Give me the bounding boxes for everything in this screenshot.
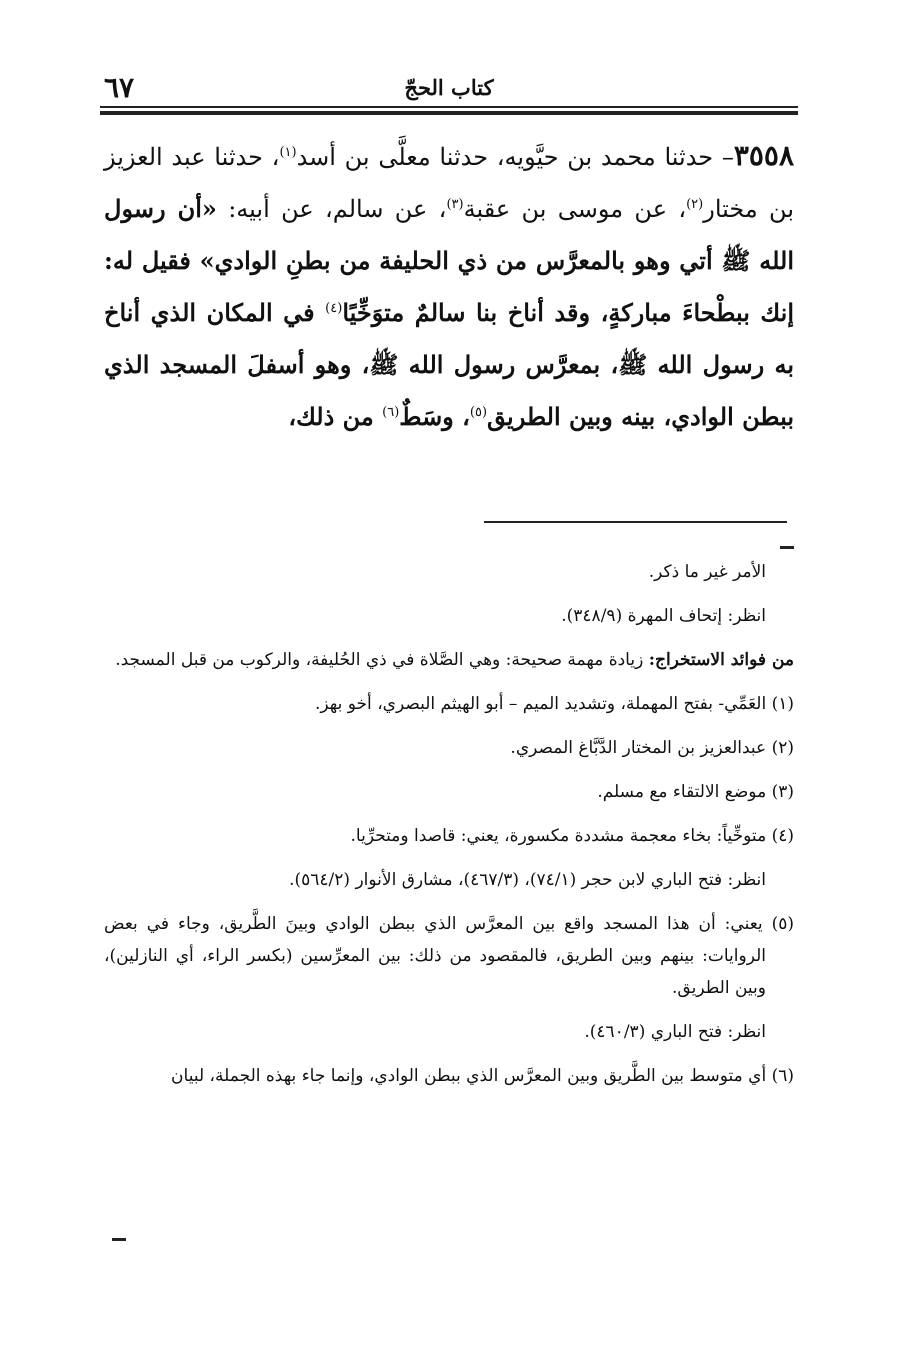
footnote-ref: (٢) <box>686 197 704 212</box>
continuation-mark <box>780 546 794 549</box>
hadith-paragraph <box>104 130 794 443</box>
matn-segment: ، وسَطٌ <box>399 402 470 431</box>
isnad-segment: ، حدثنا عبد العزيز بن مختار <box>104 143 794 223</box>
isnad-segment: ، عن موسى بن عقبة <box>463 195 687 223</box>
benefit-text: زيادة مهمة صحيحة: وهي الصَّلاة في ذي الحُليفة، والركوب من قبل المسجد. <box>115 650 649 670</box>
matn-segment: «أن رسول الله ﷺ أتي وهو بالمعرَّس من ذي الحليفة من بطنِ الوادي» فقيل له: إنك ببطْحاءَ مباركةٍ، وقد أناخ بنا سالمٌ متوَخِّيًا <box>104 194 794 327</box>
header-rule-thin <box>100 106 798 108</box>
hadith-text <box>104 130 794 443</box>
page-number: ٦٧ <box>104 71 135 104</box>
matn-segment: من ذلك، <box>288 402 383 431</box>
footnote-ref: (١) <box>279 145 297 160</box>
header-rule-thick <box>100 111 798 115</box>
footnote-ref: (٥) <box>469 405 488 420</box>
footnote-1: (١) العَمِّي- بفتح المهملة، وتشديد الميم – أبو الهيثم البصري، أخو بهز. <box>315 694 794 714</box>
footnote-5: (٥) يعني: أن هذا المسجد واقع بين المعرَّس الذي ببطن الوادي وبينَ الطَّريق، وجاء في بعض الروايات: بينهم وبين الطريق، فالمقصود من ذلك: بين المعرِّسين (بكسر الراء، أي النازلين)، وبين الطريق. <box>104 914 794 998</box>
continuation-mark <box>112 1238 126 1241</box>
isnad-segment: ، عن سالم، عن أبيه: <box>216 195 447 223</box>
footnote-4-reference: انظر: فتح الباري لابن حجر (٧٤/١)، (٤٦٧/٣)، مشارق الأنوار (٥٦٤/٢). <box>289 870 766 890</box>
benefit-label: من فوائد الاستخراج: <box>648 650 794 670</box>
footnote-6: (٦) أي متوسط بين الطَّريق وبين المعرَّس الذي ببطن الوادي، وإنما جاء بهذه الجملة، لبيان <box>171 1066 794 1086</box>
footnote-5-reference: انظر: فتح الباري (٤٦٠/٣). <box>584 1022 766 1042</box>
footnote-separator <box>484 521 787 523</box>
footnote-reference: انظر: إتحاف المهرة (٣٤٨/٩). <box>561 606 766 626</box>
isnad-segment: – حدثنا محمد بن حيَّويه، حدثنا معلَّى بن أسد <box>296 143 734 171</box>
footnote-2: (٢) عبدالعزيز بن المختار الدَّبَّاغ المصري. <box>510 738 794 758</box>
footnote-ref: (٦) <box>382 405 400 420</box>
footnotes <box>104 556 794 1104</box>
matn-segment: في المكان الذي أناخ به رسول الله ﷺ، بمعرَّس رسول الله ﷺ، وهو أسفلَ المسجد الذي ببطن الوادي، بينه وبين الطريق <box>104 298 794 431</box>
footnote-4: (٤) متوخِّياً: بخاء معجمة مشددة مكسورة، يعني: قاصدا ومتحرِّيا. <box>350 826 794 846</box>
footnote-carry-over: الأمر غير ما ذكر. <box>648 562 766 582</box>
footnote-3: (٣) موضع الالتقاء مع مسلم. <box>597 782 794 802</box>
book-title: كتاب الحجّ <box>404 75 494 100</box>
footnote-ref: (٣) <box>446 197 464 212</box>
hadith-number: ٣٥٥٨ <box>733 139 794 172</box>
page-header <box>100 71 798 104</box>
extraction-benefit <box>104 644 794 676</box>
footnote-ref: (٤) <box>325 301 343 316</box>
